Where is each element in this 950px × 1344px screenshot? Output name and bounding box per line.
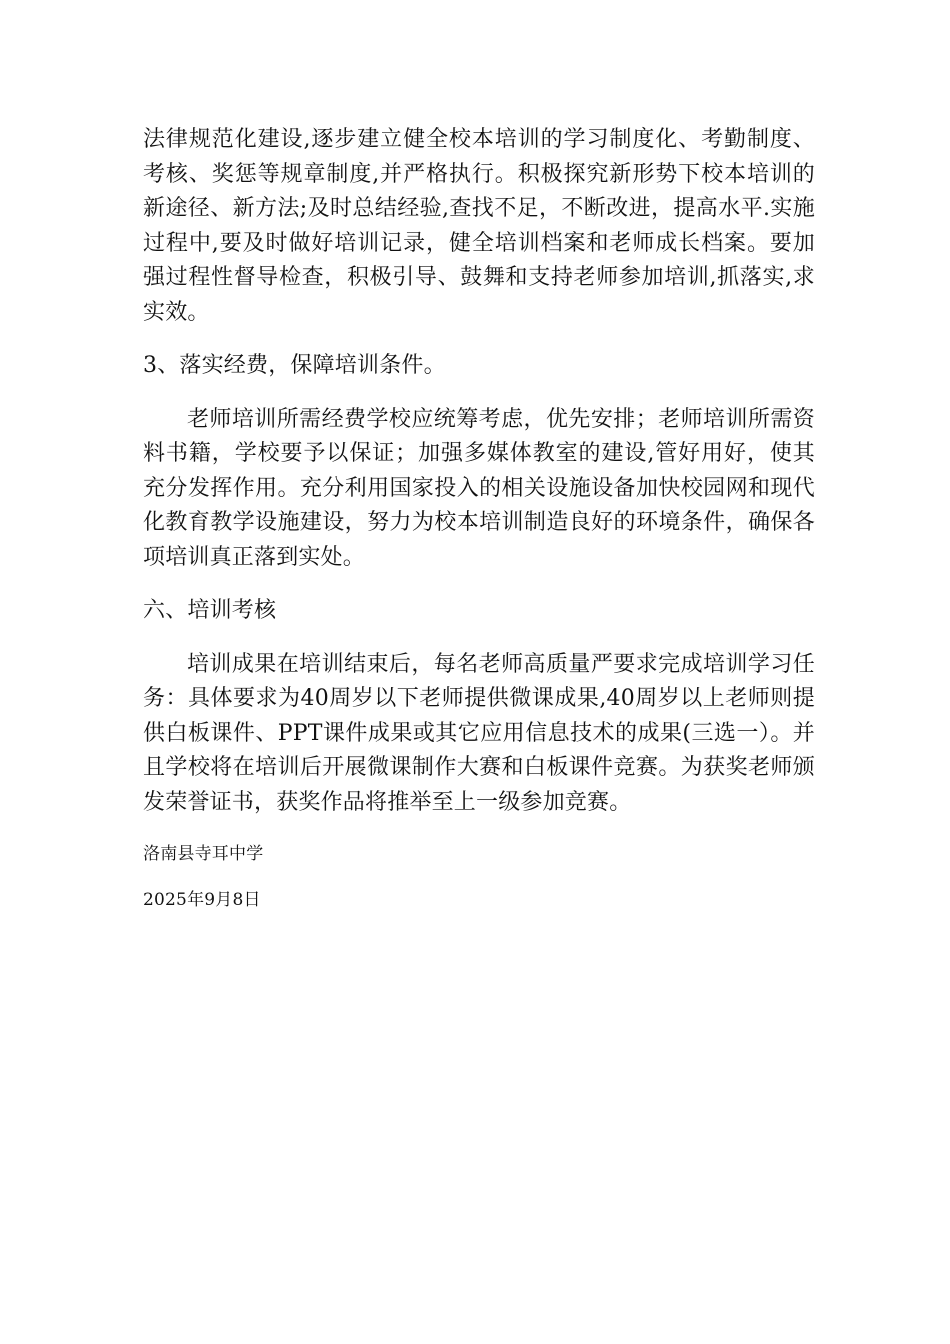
document-body [143, 123, 815, 912]
heading-funding: 3、落实经费，保障培训条件。 [143, 353, 446, 378]
paragraph-regulations: 法律规范化建设,逐步建立健全校本培训的学习制度化、考勤制度、考核、奖惩等规章制度,并严格执行。积极探究新形势下校本培训的新途径、新方法;及时总结经验,查找不足，不断改进，提高水平.实施过程中,要及时做好培训记录，健全培训档案和老师成长档案。要加强过程性督导检查，积极引导、鼓舞和支持老师参加培训,抓落实,求实效。 [143, 127, 815, 325]
signature-school: 洛南县寺耳中学 [143, 844, 264, 864]
signature-date: 2025年9月8日 [143, 890, 261, 910]
paragraph-funding: 老师培训所需经费学校应统筹考虑，优先安排；老师培训所需资料书籍，学校要予以保证；加强多媒体教室的建设,管好用好，使其充分发挥作用。充分利用国家投入的相关设施设备加快校园网和现代化教育教学设施建设，努力为校本培训制造良好的环境条件，确保各项培训真正落到实处。 [143, 406, 815, 570]
paragraph-assessment: 培训成果在培训结束后，每名老师高质量严要求完成培训学习任务：具体要求为40周岁以下老师提供微课成果,40周岁以上老师则提供白板课件、PPT课件成果或其它应用信息技术的成果(三选一）。并且学校将在培训后开展微课制作大赛和白板课件竞赛。为获奖老师颁发荣誉证书，获奖作品将推举至上一级参加竞赛。 [143, 651, 815, 815]
heading-assessment: 六、培训考核 [143, 598, 277, 623]
